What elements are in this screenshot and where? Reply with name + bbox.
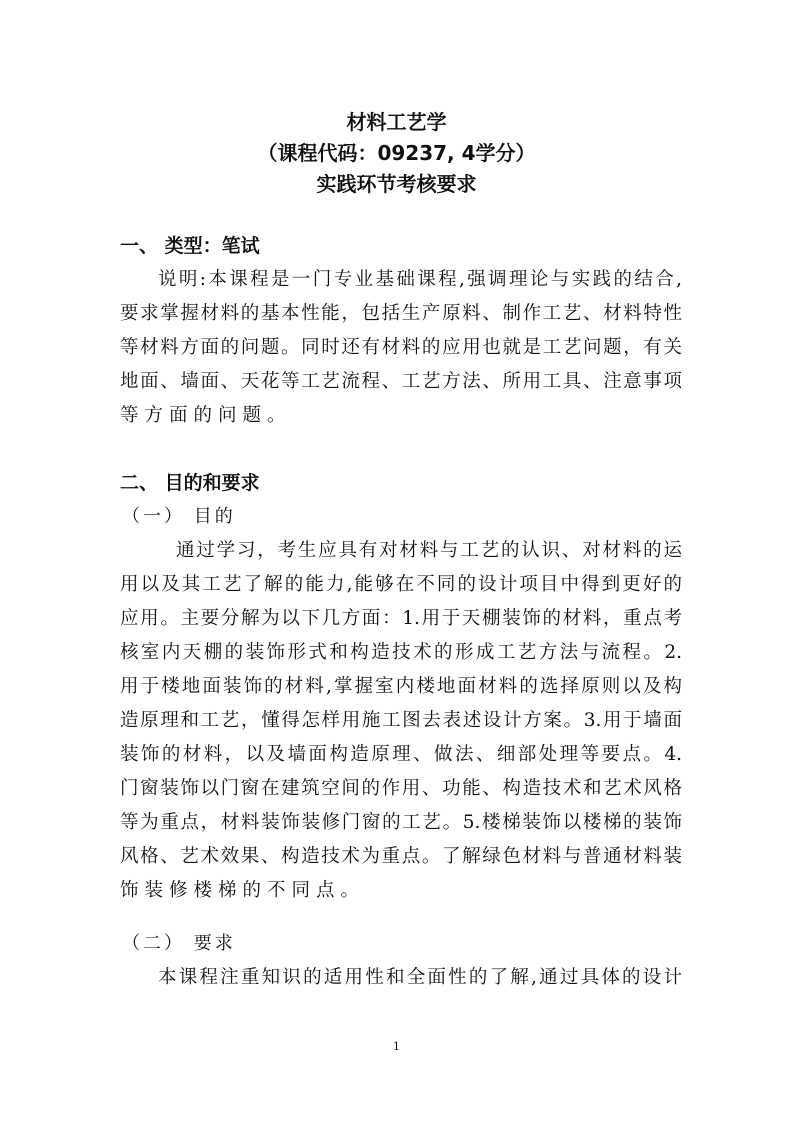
text-line: 地面、墙面、天花等工艺流程、工艺方法、所用工具、注意事项 (120, 371, 682, 392)
text-line: 等为重点，材料装饰装修门窗的工艺。5.楼梯装饰以楼梯的装饰 (120, 812, 682, 833)
subsection-1-body (120, 534, 682, 908)
section-2-heading: 二、 目的和要求 (120, 472, 260, 494)
page-number: 1 (393, 1040, 400, 1053)
text-line: 核室内天棚的装饰形式和构造技术的形成工艺方法与流程。2. (120, 642, 682, 663)
document-title: 材料工艺学 (346, 110, 447, 134)
text-line: 等方面的问题。 (120, 405, 292, 426)
text-line: 要求掌握材料的基本性能，包括生产原料、制作工艺、材料特性 (120, 303, 682, 324)
section-1-heading: 一、 类型：笔试 (120, 235, 260, 257)
text-line: 等材料方面的问题。同时还有材料的应用也就是工艺问题，有关 (120, 337, 682, 358)
course-code: （课程代码：09237, 4学分） (257, 141, 536, 165)
subsection-2-heading: （二） 要求 (122, 933, 236, 954)
text-line: 饰装修楼梯的不同点。 (120, 880, 366, 901)
document-subtitle: 实践环节考核要求 (316, 172, 477, 196)
text-line: 造原理和工艺，懂得怎样用施工图去表述设计方案。3.用于墙面 (120, 710, 682, 731)
text-line: 门窗装饰以门窗在建筑空间的作用、功能、构造技术和艺术风格 (120, 778, 682, 799)
section-1-body (120, 263, 682, 433)
text-line: 应用。主要分解为以下几方面：1.用于天棚装饰的材料，重点考 (120, 608, 682, 629)
subsection-1-heading: （一） 目的 (122, 506, 236, 527)
text-line: 用于楼地面装饰的材料,掌握室内楼地面材料的选择原则以及构 (120, 676, 682, 697)
text-line: 装饰的材料，以及墙面构造原理、做法、细部处理等要点。4. (120, 744, 682, 765)
text-line: 用以及其工艺了解的能力,能够在不同的设计项目中得到更好的 (120, 574, 682, 595)
subsection-2-body (120, 961, 682, 995)
text-line: 风格、艺术效果、构造技术为重点。了解绿色材料与普通材料装 (120, 846, 682, 867)
text-line: 本课程注重知识的适用性和全面性的了解,通过具体的设计 (158, 967, 682, 988)
text-line: 说明:本课程是一门专业基础课程,强调理论与实践的结合, (158, 269, 682, 290)
text-line: 通过学习，考生应具有对材料与工艺的认识、对材料的运 (176, 540, 682, 561)
